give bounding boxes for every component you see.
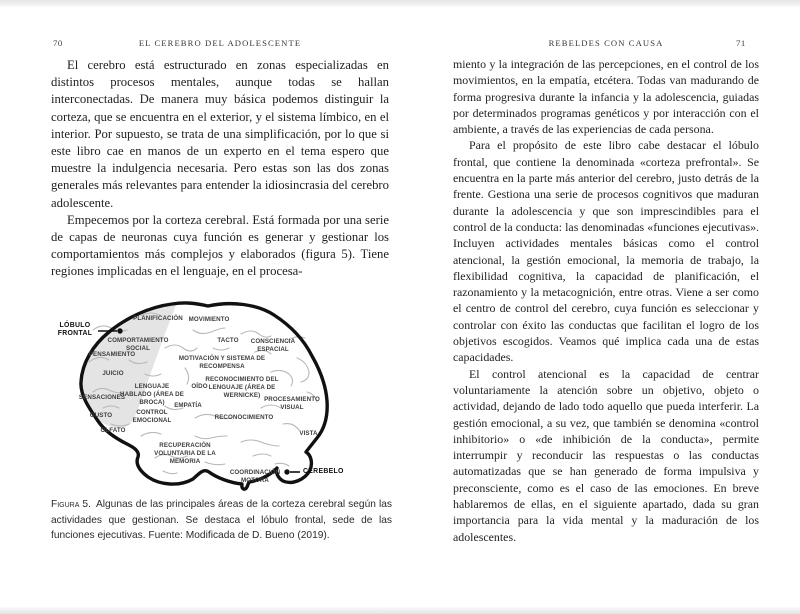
paragraph: El control atencional es la capacidad de centrar voluntariamente la atención sobre un objetivo, objeto o actividad, dejando de lado todo aquello que pueda interferir. La gestión emocional, a su vez, que también se denomina «control inhibitorio» o «de inhibición de la conducta», permite interrumpir y reconducir las respuestas o las conductas automatizadas que se han generado de forma impulsiva y preconsciente, como es el caso de las emociones. En breve hablaremos de ellas, en el siguiente apartado, dada su gran importancia para la vida mental y la maduración de los adolescentes.: [453, 366, 759, 544]
paragraph: Empecemos por la corteza cerebral. Está formada por una serie de capas de neuronas cuya función es generar y gestionar los comportamientos más complejos y elaborados (figura 5). Tiene regiones implicadas en el lenguaje, en el procesa-: [51, 212, 389, 279]
figure-caption-text: Algunas de las principales áreas de la corteza cerebral según las actividades que gestionan. Se destaca el lóbulo frontal, sede de las funciones ejecutivas. Fuente: Modificada de D. Bueno (2019).: [51, 499, 392, 541]
brain-label-olfato: OLFATO: [100, 427, 126, 434]
brain-label-procesamiento-visual: PROCESAMIENTO VISUAL: [264, 396, 320, 411]
brain-label-coordinacion-motora: COORDINACIÓN MOTORA: [229, 469, 281, 484]
photo-edge-bottom: [0, 607, 800, 614]
brain-label-tacto: TACTO: [217, 337, 239, 344]
brain-label-juicio: JUICIO: [102, 370, 124, 377]
brain-label-gusto: GUSTO: [89, 412, 113, 419]
paragraph: El cerebro está estructurado en zonas especializadas en distintos procesos mentales, aunque todas se hallan interconectadas. De manera muy básica podemos distinguir la corteza, que se encuentra en el exterior, y el sistema límbico, en el interior. Por supuesto, se trata de una simplificación, por lo que si este libro cae en manos de un experto en el tema espero que muestre la indulgencia necesaria. Pero estas son las dos zonas generales más relevantes para entender la idiosincrasia del cerebro adolescente.: [51, 58, 389, 210]
paragraph: miento y la integración de las percepciones, en el control de los movimientos, en la empatía, etcétera. Todas van madurando de forma progresiva durante la infancia y la adolescencia, guiadas por determinados programas genéticos y por interacción con el ambiente, a través de las experiencias de cada persona.: [453, 57, 759, 137]
brain-label-comportamiento-social: COMPORTAMIENTO SOCIAL: [107, 337, 169, 352]
body-text-right: [453, 56, 759, 545]
brain-label-consciencia-espacial: CONSCIENCIA ESPACIAL: [250, 338, 296, 353]
frontal-pointer-dot: [117, 328, 122, 333]
running-head-left: EL CEREBRO DEL ADOLESCENTE: [138, 38, 302, 48]
brain-label-empatia: EMPATÍA: [174, 402, 202, 409]
page-number-right: 71: [736, 38, 746, 48]
brain-label-control-emocional: CONTROL EMOCIONAL: [132, 409, 172, 424]
brain-label-oido: OÍDO: [191, 383, 208, 390]
brain-label-reconocimiento: RECONOCIMIENTO: [214, 414, 274, 421]
figure-caption: [51, 497, 392, 544]
brain-label-sensaciones: SENSACIONES: [78, 394, 126, 401]
brain-label-pensamiento: PENSAMIENTO: [88, 351, 136, 358]
brain-label-motivacion: MOTIVACIÓN Y SISTEMA DE RECOMPENSA: [178, 355, 266, 370]
brain-label-movimiento: MOVIMIENTO: [188, 316, 230, 323]
brain-label-recuperacion-memoria: RECUPERACIÓN VOLUNTARIA DE LA MEMORIA: [154, 442, 216, 465]
figure-caption-label: Figura 5.: [51, 499, 91, 510]
photo-edge-top: [0, 0, 800, 7]
brain-label-vista: VISTA: [299, 430, 318, 437]
brain-label-planificacion: PLANIFICACIÓN: [133, 315, 183, 322]
brain-label-lobulo-frontal: LÓBULO FRONTAL: [57, 322, 93, 337]
running-head-right: REBELDES CON CAUSA: [548, 38, 664, 48]
brain-label-cerebelo: CEREBELO: [303, 468, 344, 475]
body-text-left: [51, 57, 389, 281]
brain-label-lenguaje-hablado: LENGUAJE HABLADO (ÁREA DE BROCA): [120, 383, 184, 406]
page-number-left: 70: [53, 38, 63, 48]
paragraph: Para el propósito de este libro cabe destacar el lóbulo frontal, que contiene la denominada «corteza prefrontal». Se encuentra en la parte más anterior del cerebro, justo detrás de la frente. Gestiona una serie de procesos cognitivos que maduran durante la adolescencia y que son imprescindibles para el control de la conducta: las denominadas «funciones ejecutivas». Incluyen actividades mentales básicas como el control atencional, la gestión emocional, la memoria de trabajo, la flexibilidad cognitiva, la capacidad de planificación, el razonamiento y la metacognición, entre otras. Viene a ser como el centro de control del cerebro, cuya función es seleccionar y controlar con éxito las conductas que facilitan el logro de los objetivos escogidos. Veamos qué implica cada una de estas capacidades.: [453, 138, 759, 365]
brain-label-reconocimiento-lenguaje: RECONOCIMIENTO DEL LENGUAJE (ÁREA DE WERNICKE): [205, 376, 279, 399]
